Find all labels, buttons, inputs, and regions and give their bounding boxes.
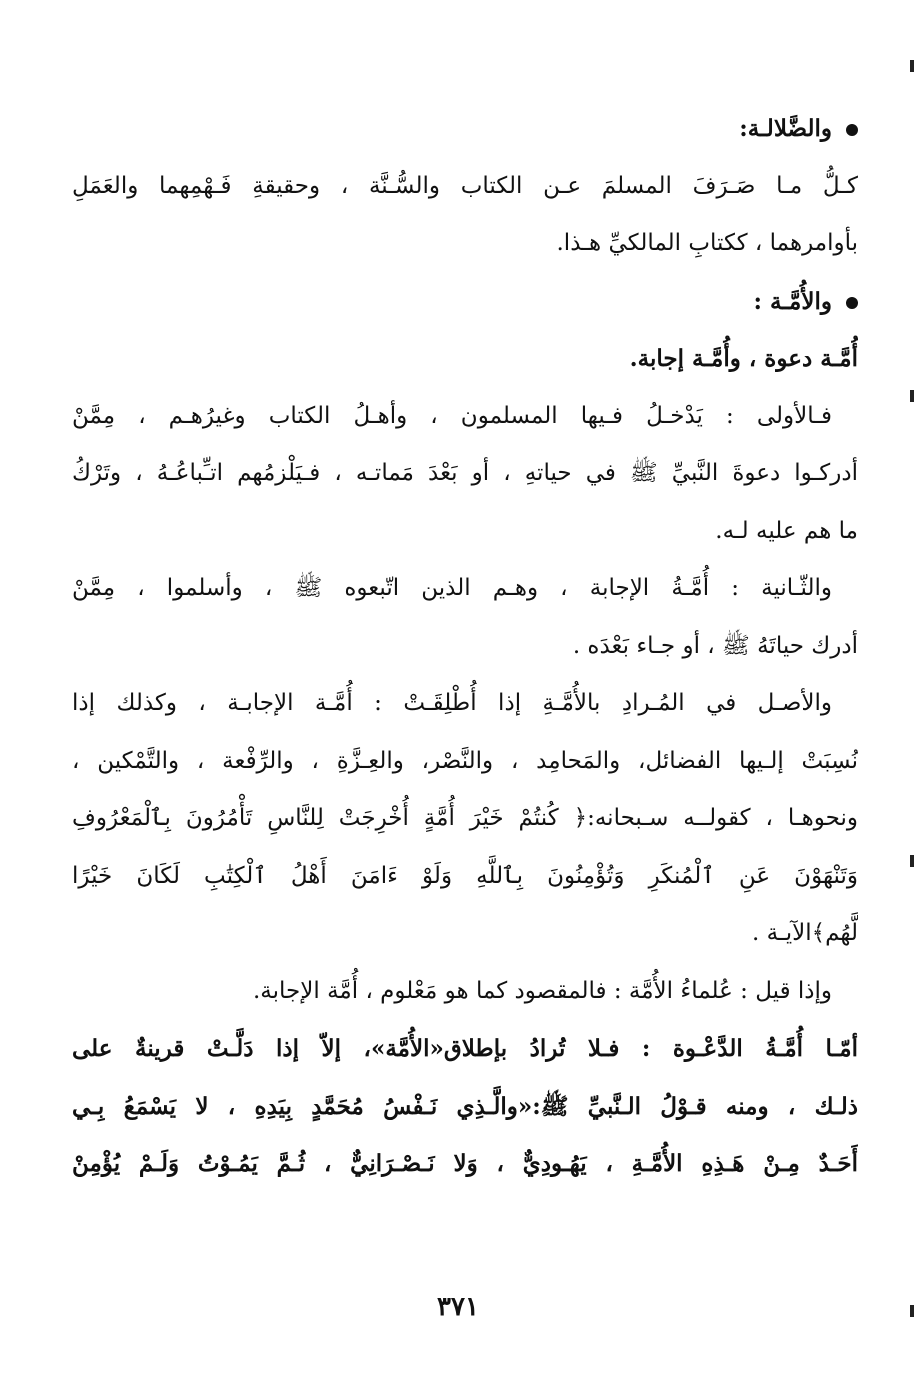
- text-line: أُمَّـة دعوة ، وأُمَّـة إجابة.: [629, 345, 858, 372]
- text-line: ذلـك ، ومنه قـوْلُ الـنَّبيِّ ﷺ:«والَّـذِي نَـفْسُ مُحَمَّدٍ بِيَدِهِ ، لا يَسْمَعُ بِـي: [72, 1092, 858, 1120]
- text-line: أمّـا أُمَّـةُ الدَّعْـوة : فـلا تُرادُ بإطلاق«الأُمَّة»، إلاّ إذا دَلَّـتْ قرينةٌ على: [72, 1035, 858, 1062]
- text-line: والثّـانية : أُمَّـةُ الإجابة ، وهـم الذين اتّبعوه ﷺ ، وأسلموا ، مِمَّنْ: [72, 575, 832, 601]
- text-line: فـالأولى : يَدْخـلُ فـيها المسلمون ، وأهـلُ الكتاب وغيرُهـم ، مِمَّنْ: [72, 402, 832, 429]
- text-line: لَّهُم﴾الآيـة .: [752, 920, 858, 946]
- text-line: أدركـوا دعوةَ النَّبيِّ ﷺ في حياتهِ ، أو بَعْدَ مَماتـه ، فـيَلْزمُهم اتـِّباعُـهُ ، وتَرْكُ: [72, 460, 858, 486]
- text-line: نُسِبَتْ إلـيها الفضائل، والمَحامِد ، والنَّصْر، والعِـزَّةِ ، والرِّفْعة ، والتَّمْكين ،: [72, 747, 858, 774]
- text-line: أدرك حياتَهُ ﷺ ، أو جـاء بَعْدَه .: [572, 632, 858, 659]
- bullet-heading-ummah: [72, 273, 858, 331]
- text-line: ونحوهـا ، كقولــه سـبحانه:﴿ كُنتُمْ خَيْرَ أُمَّةٍ أُخْرِجَتْ لِلنَّاسِ تَأْمُرُونَ بِٱلْمَعْرُوفِ: [72, 805, 858, 831]
- text-line: كـلُّ مـا صَـرَفَ المسلمَ عـن الكتاب والسُّـنَّة ، وحقيقةِ فَـهْمِهما والعَمَلِ: [72, 172, 858, 199]
- scan-edge-mark: [910, 855, 914, 867]
- quran-verse-line: وَتَنْهَوْنَ عَنِ ٱلْمُنكَرِ وَتُؤْمِنُونَ بِٱللَّهِ وَلَوْ ءَامَنَ أَهْلُ ٱلْكِتَٰبِ لَكَانَ خَيْرًا: [72, 862, 858, 889]
- bullet-icon: [846, 124, 858, 136]
- bullet-icon: [846, 297, 858, 309]
- text-line: ما هم عليه لـه.: [715, 517, 858, 544]
- scan-edge-mark: [910, 390, 914, 402]
- page-body-text: [72, 100, 858, 1193]
- page-number: ٣٧١: [437, 1292, 479, 1322]
- heading-text: والأُمَّـة :: [753, 287, 832, 315]
- hadith-line: أَحَـدٌ مِـنْ هَـذِهِ الأُمَّـةِ ، يَهُـودِيٌّ ، وَلا نَـصْـرَانِيٌّ ، ثُـمَّ يَمُـوْتُ وَلَـمْ يُؤْمِنْ: [72, 1150, 858, 1177]
- bullet-heading-misguidance: [72, 100, 858, 158]
- scan-edge-mark: [910, 60, 914, 72]
- text-line: وإذا قيل : عُلماءُ الأُمَّة : فالمقصود كما هو مَعْلوم ، أُمَّة الإجابة.: [253, 977, 832, 1004]
- text-line: بأوامرهما ، ككتابِ المالكيِّ هـذا.: [556, 230, 858, 256]
- scan-edge-mark: [910, 1305, 914, 1317]
- text-line: والأصـل في المُـرادِ بالأُمَّـةِ إذا أُطْلِقَـتْ : أُمَّـة الإجابـة ، وكذلك إذا: [72, 690, 832, 716]
- heading-text: والضَّلالـة:: [739, 115, 832, 142]
